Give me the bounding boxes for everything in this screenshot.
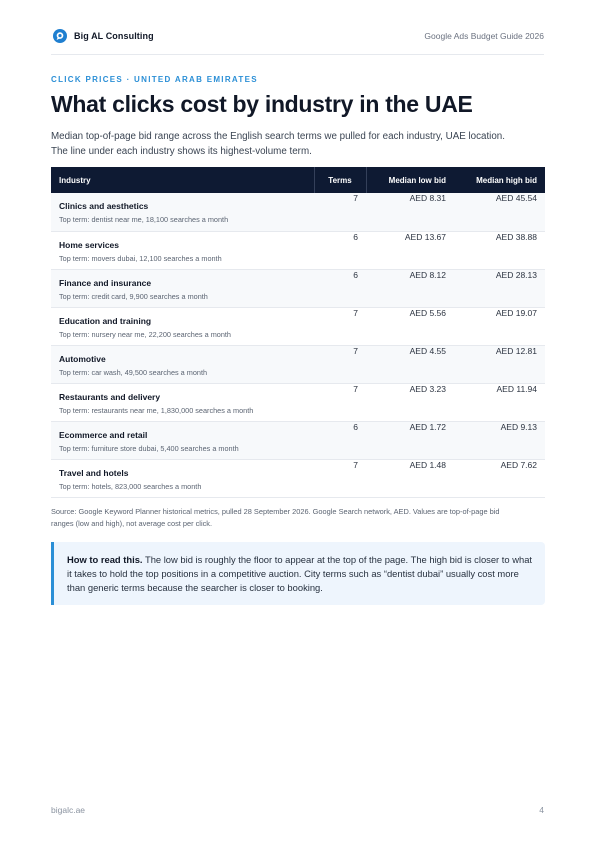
median-low-bid: AED 13.67 [366, 231, 454, 269]
callout-lead: How to read this. [67, 554, 143, 565]
median-high-bid: AED 19.07 [454, 307, 545, 345]
median-high-bid: AED 45.54 [454, 193, 545, 231]
header-median-high-bid: Median high bid [454, 167, 545, 193]
median-low-bid: AED 1.48 [366, 459, 454, 497]
top-term: Top term: restaurants near me, 1,830,000 searches a month [59, 405, 254, 415]
source-note [51, 506, 545, 530]
industry-name: Automotive [59, 353, 106, 364]
chat-bubble-logo-icon [53, 29, 67, 43]
table-body [51, 193, 545, 497]
industry-cell [51, 459, 314, 497]
terms-count: 7 [314, 383, 366, 421]
industry-cell [51, 269, 314, 307]
industry-name: Finance and insurance [59, 277, 152, 288]
median-high-bid: AED 12.81 [454, 345, 545, 383]
terms-count: 7 [314, 345, 366, 383]
median-high-bid: AED 7.62 [454, 459, 545, 497]
industry-name: Clinics and aesthetics [59, 201, 149, 211]
top-term: Top term: furniture store dubai, 5,400 searches a month [59, 443, 239, 453]
table-row [51, 383, 545, 421]
header-terms: Terms [314, 167, 366, 193]
lead-line-1: Median top-of-page bid range across the English search terms we pulled for each industry, UAE location. [51, 131, 505, 142]
top-term: Top term: hotels, 823,000 searches a month [59, 481, 202, 491]
top-term: Top term: nursery near me, 22,200 searches a month [59, 329, 231, 339]
top-term: Top term: car wash, 49,500 searches a month [59, 367, 208, 377]
table-row [51, 421, 545, 459]
top-term: Top term: credit card, 9,900 searches a month [59, 291, 208, 301]
median-low-bid: AED 8.12 [366, 269, 454, 307]
table-header-row [51, 167, 545, 193]
table-row [51, 269, 545, 307]
median-high-bid: AED 9.13 [454, 421, 545, 459]
industry-cell [51, 307, 314, 345]
page-title: What clicks cost by industry in the UAE [51, 91, 473, 117]
terms-count: 7 [314, 193, 366, 231]
brand [53, 29, 154, 43]
median-low-bid: AED 4.55 [366, 345, 454, 383]
header-industry: Industry [51, 167, 314, 193]
footer-site: bigalc.ae [51, 805, 86, 815]
industry-name: Home services [59, 239, 120, 250]
bid-table [51, 167, 545, 498]
top-term: Top term: dentist near me, 18,100 searches a month [59, 215, 229, 224]
table-row [51, 231, 545, 269]
industry-name: Ecommerce and retail [59, 429, 148, 440]
industry-name: Travel and hotels [59, 467, 129, 478]
industry-name: Education and training [59, 315, 152, 326]
industry-cell [51, 383, 314, 421]
callout-body: The low bid is roughly the floor to appear at the top of the page. The high bid is closer to what it takes to hold the top positions in a competitive auction. City terms such as “dentist dubai” usually cost more than generic terms because the searcher is closer to booking. [67, 554, 533, 593]
median-low-bid: AED 5.56 [366, 307, 454, 345]
median-high-bid: AED 11.94 [454, 383, 545, 421]
industry-cell [51, 193, 314, 231]
terms-count: 6 [314, 231, 366, 269]
terms-count: 6 [314, 269, 366, 307]
lead-line-2: The line under each industry shows its highest-volume term. [51, 146, 312, 157]
industry-cell [51, 345, 314, 383]
table-row [51, 307, 545, 345]
top-term: Top term: movers dubai, 12,100 searches a month [59, 253, 222, 263]
source-line-2: ranges (low and high), not average cost per click. [51, 519, 213, 528]
median-high-bid: AED 38.88 [454, 231, 545, 269]
table-row [51, 193, 545, 231]
section-eyebrow: CLICK PRICES · UNITED ARAB EMIRATES [51, 75, 258, 84]
page-number: 4 [539, 805, 544, 815]
how-to-read-callout [51, 542, 545, 605]
median-low-bid: AED 3.23 [366, 383, 454, 421]
median-low-bid: AED 1.72 [366, 421, 454, 459]
header-median-low-bid: Median low bid [366, 167, 454, 193]
brand-name: Big AL Consulting [74, 31, 154, 41]
terms-count: 7 [314, 307, 366, 345]
source-line-1: Source: Google Keyword Planner historical metrics, pulled 28 September 2026. Google Search network, AED. Values are top-of-page bid [51, 507, 500, 516]
industry-name: Restaurants and delivery [59, 391, 161, 402]
page-header [51, 27, 544, 55]
median-low-bid: AED 8.31 [366, 193, 454, 231]
document-title: Google Ads Budget Guide 2026 [424, 31, 544, 41]
industry-cell [51, 421, 314, 459]
terms-count: 7 [314, 459, 366, 497]
lead-paragraph [51, 129, 546, 159]
terms-count: 6 [314, 421, 366, 459]
industry-cell [51, 231, 314, 269]
table-row [51, 345, 545, 383]
table-row [51, 459, 545, 497]
median-high-bid: AED 28.13 [454, 269, 545, 307]
